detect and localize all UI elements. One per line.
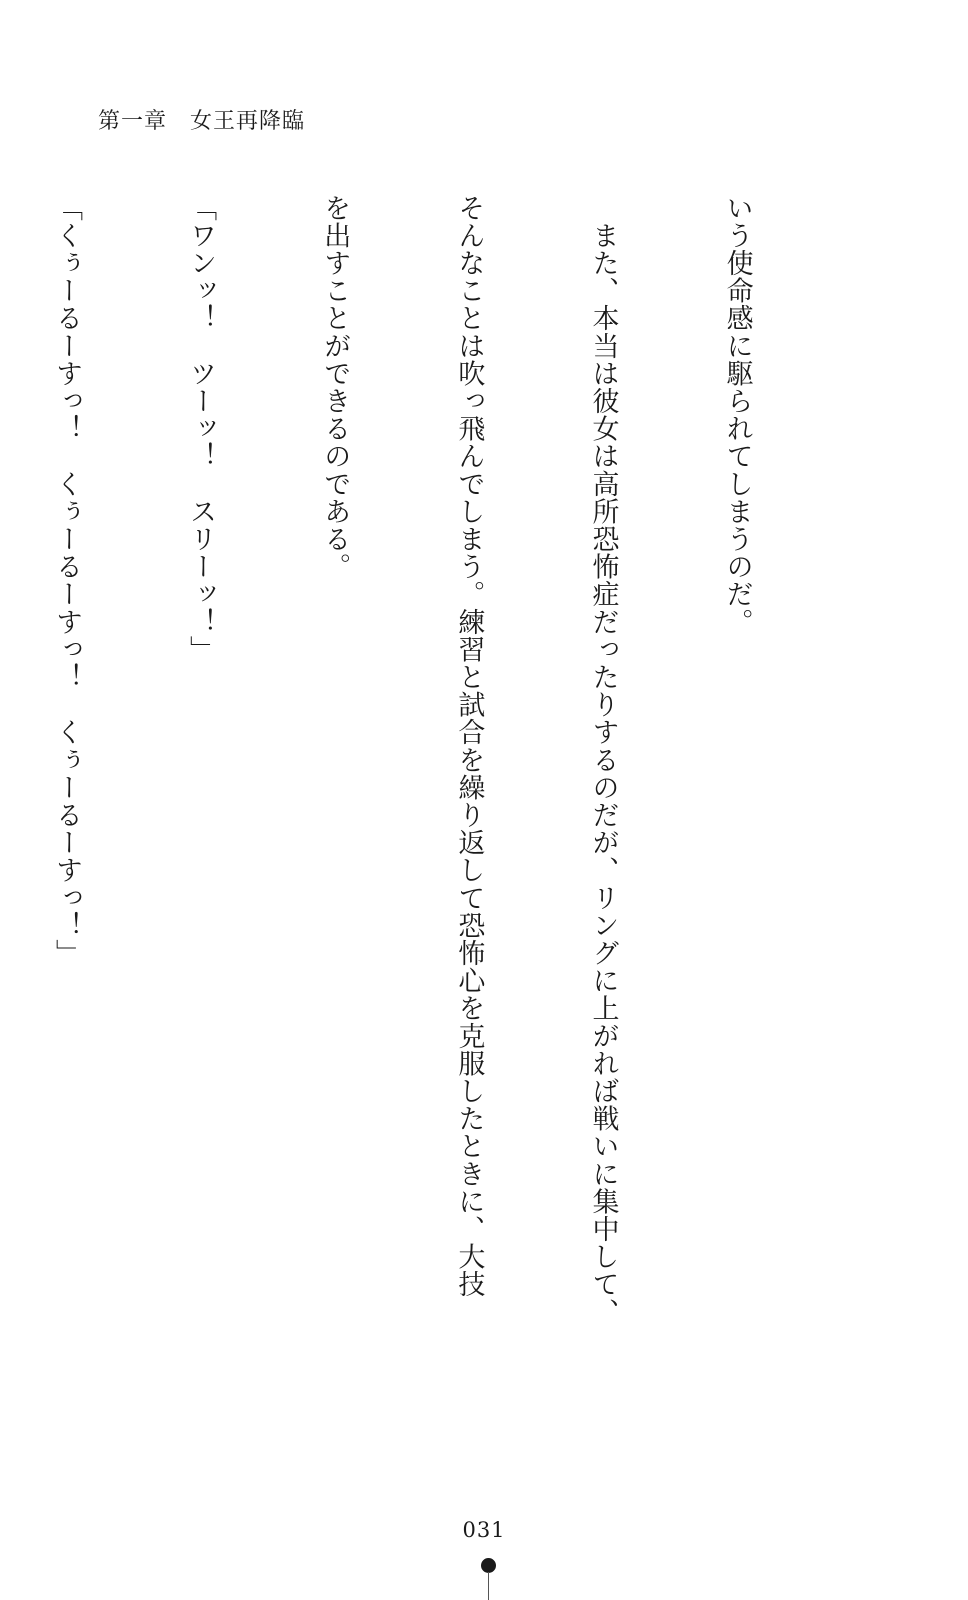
body-text <box>0 194 848 1344</box>
text-line: 「ワンッ！ ツーッ！ スリーッ！」 <box>185 194 217 664</box>
text-line: そんなことは吹っ飛んでしまう。練習と試合を繰り返して恐怖心を克服したときに、大技 <box>453 194 485 1298</box>
text-line: いう使命感に駆られてしまうのだ。 <box>721 194 753 636</box>
text-line: 「くぅーるーすっ！ くぅーるーすっ！ くぅーるーすっ！」 <box>51 194 83 967</box>
text-line: また、本当は彼女は高所恐怖症だったりするのだが、リングに上がれば戦いに集中して、 <box>587 194 619 1326</box>
running-head: 第一章 女王再降臨 <box>98 109 306 134</box>
folio-dot-icon <box>481 1558 496 1573</box>
text-line: を出すことができるのである。 <box>319 194 351 581</box>
folio-rule <box>488 1572 489 1600</box>
page-number: 031 <box>462 1518 506 1542</box>
